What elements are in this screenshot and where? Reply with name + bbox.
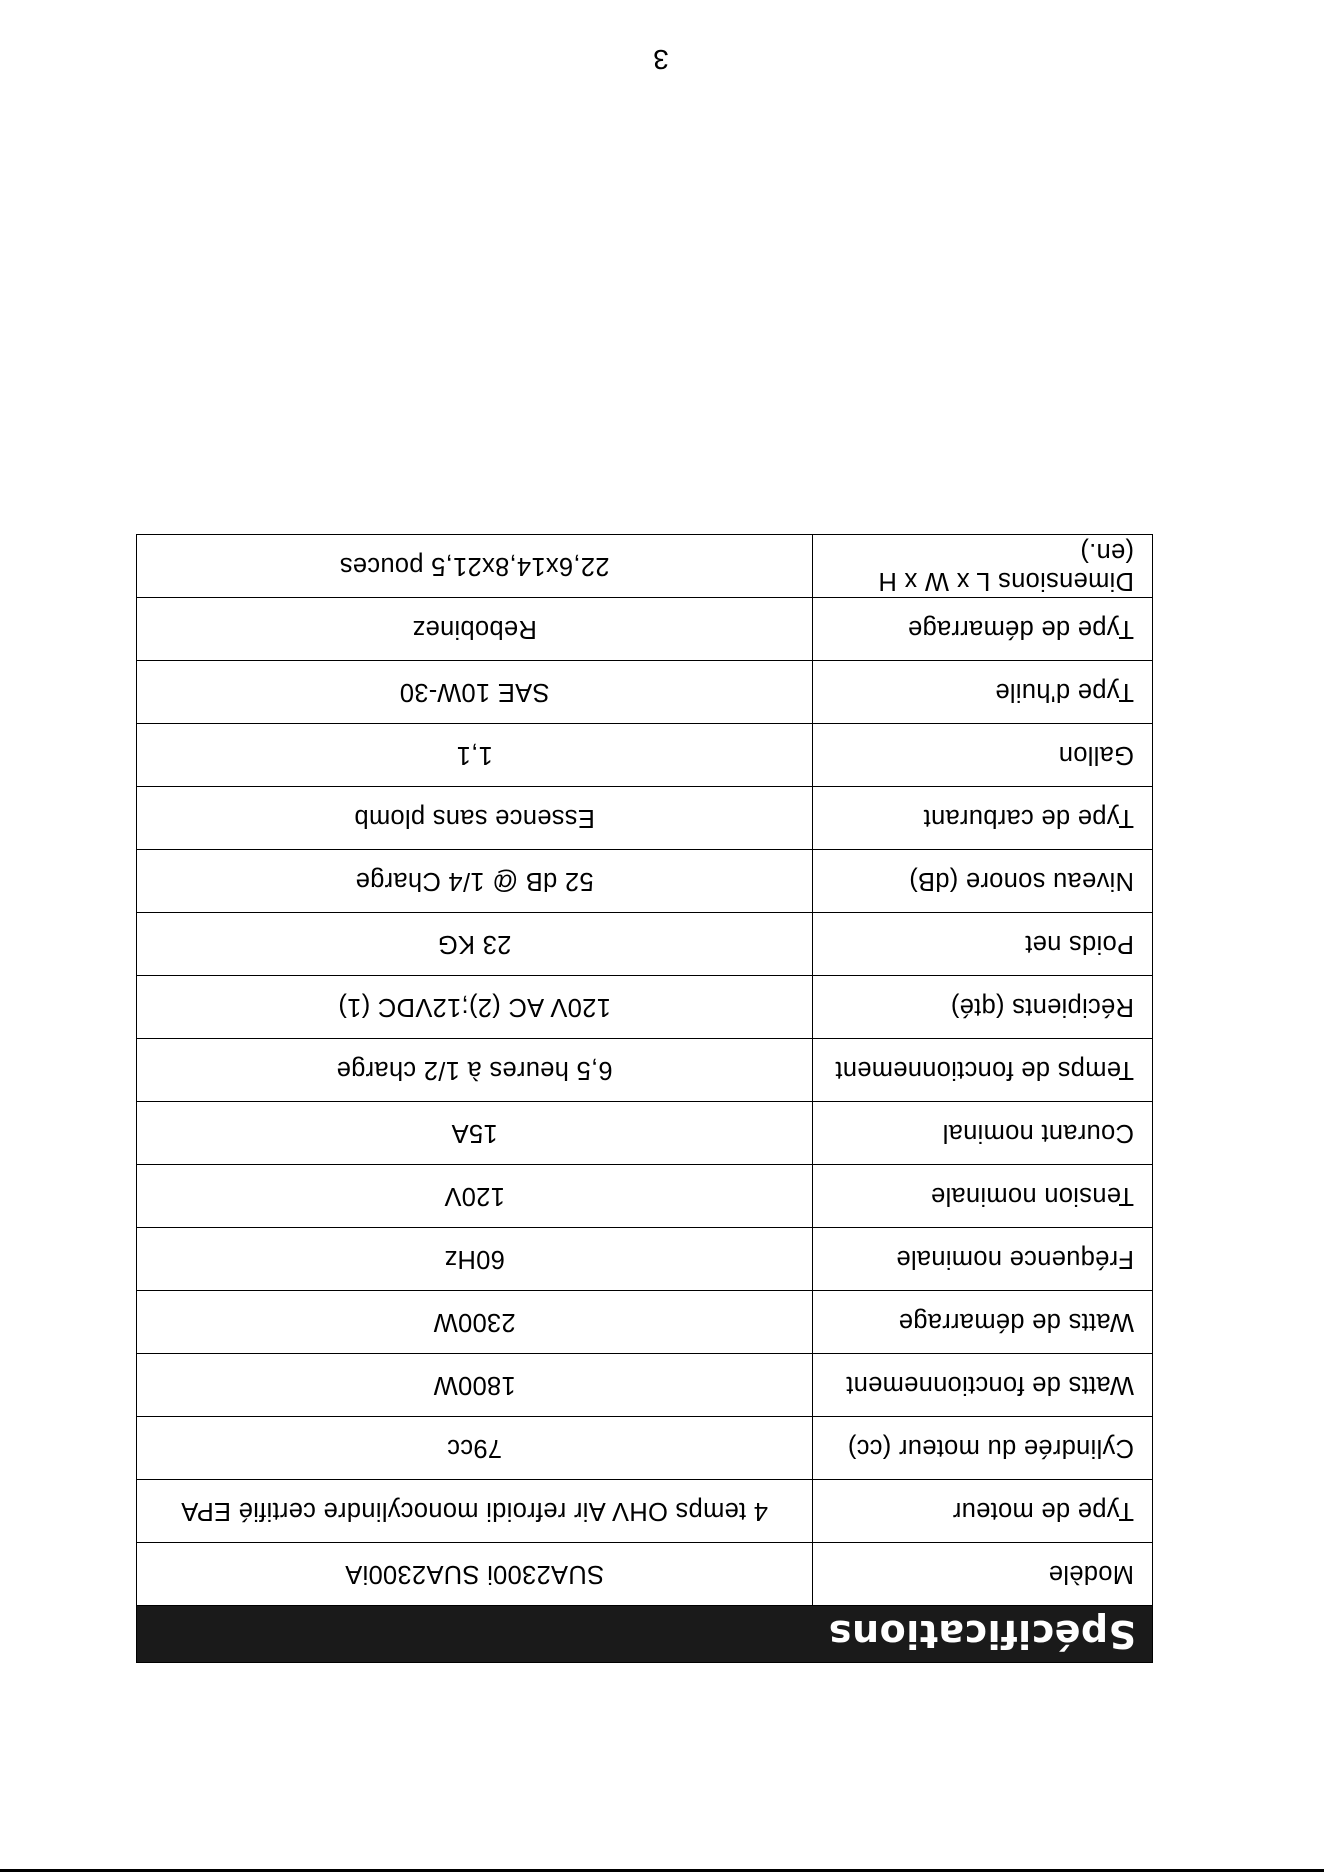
spec-label: Courant nominal — [813, 1102, 1153, 1165]
spec-value: 4 temps OHV Air refroidi monocylindre certifié EPA — [137, 1480, 813, 1543]
spec-value: 23 KG — [137, 913, 813, 976]
spec-value: SAE 10W-30 — [137, 661, 813, 724]
spec-label: Type de carburant — [813, 787, 1153, 850]
spec-label: Cylindrée du moteur (cc) — [813, 1417, 1153, 1480]
spec-label: Gallon — [813, 724, 1153, 787]
spec-row-dimensions — [137, 535, 1153, 598]
spec-label: Tension nominale — [813, 1165, 1153, 1228]
spec-value: SUA2300i SUA2300iA — [137, 1543, 813, 1606]
spec-value: 120V — [137, 1165, 813, 1228]
spec-label: Modèle — [813, 1543, 1153, 1606]
spec-row-gallon — [137, 724, 1153, 787]
spec-label: Type d'huile — [813, 661, 1153, 724]
spec-label: Récipients (qté) — [813, 976, 1153, 1039]
spec-value: Essence sans plomb — [137, 787, 813, 850]
spec-label: Niveau sonore (dB) — [813, 850, 1153, 913]
spec-row-frequency — [137, 1228, 1153, 1291]
specifications-header-row — [137, 1606, 1153, 1663]
spec-row-run-time — [137, 1039, 1153, 1102]
spec-label: Watts de fonctionnement — [813, 1354, 1153, 1417]
specifications-title: Spécifications — [137, 1606, 1153, 1663]
spec-row-fuel-type — [137, 787, 1153, 850]
spec-row-engine-type — [137, 1480, 1153, 1543]
spec-value: 2300W — [137, 1291, 813, 1354]
spec-label: Fréquence nominale — [813, 1228, 1153, 1291]
spec-value: 60Hz — [137, 1228, 813, 1291]
spec-row-noise-level — [137, 850, 1153, 913]
spec-value: Rebobinez — [137, 598, 813, 661]
spec-value: 1,1 — [137, 724, 813, 787]
spec-label: Type de moteur — [813, 1480, 1153, 1543]
spec-label: Poids net — [813, 913, 1153, 976]
spec-row-current — [137, 1102, 1153, 1165]
spec-row-starting-watts — [137, 1291, 1153, 1354]
spec-label: Type de démarrage — [813, 598, 1153, 661]
spec-row-oil-type — [137, 661, 1153, 724]
spec-value: 1800W — [137, 1354, 813, 1417]
spec-value: 15A — [137, 1102, 813, 1165]
spec-label: Watts de démarrage — [813, 1291, 1153, 1354]
spec-value: 22,6x14,8x21,5 pouces — [137, 535, 813, 598]
spec-row-net-weight — [137, 913, 1153, 976]
spec-row-running-watts — [137, 1354, 1153, 1417]
spec-value: 52 dB @ 1/4 Charge — [137, 850, 813, 913]
spec-label: Dimensions L x W x H (en.) — [813, 535, 1153, 598]
spec-value: 6,5 heures à 1/2 charge — [137, 1039, 813, 1102]
spec-row-start-type — [137, 598, 1153, 661]
specifications-body — [137, 535, 1153, 1606]
spec-row-voltage — [137, 1165, 1153, 1228]
spec-row-displacement — [137, 1417, 1153, 1480]
spec-row-model — [137, 1543, 1153, 1606]
spec-value: 79cc — [137, 1417, 813, 1480]
page-number: 3 — [653, 44, 669, 75]
spec-label: Temps de fonctionnement — [813, 1039, 1153, 1102]
specifications-table — [136, 534, 1153, 1663]
spec-value: 120V AC (2);12VDC (1) — [137, 976, 813, 1039]
spec-row-receptacles — [137, 976, 1153, 1039]
